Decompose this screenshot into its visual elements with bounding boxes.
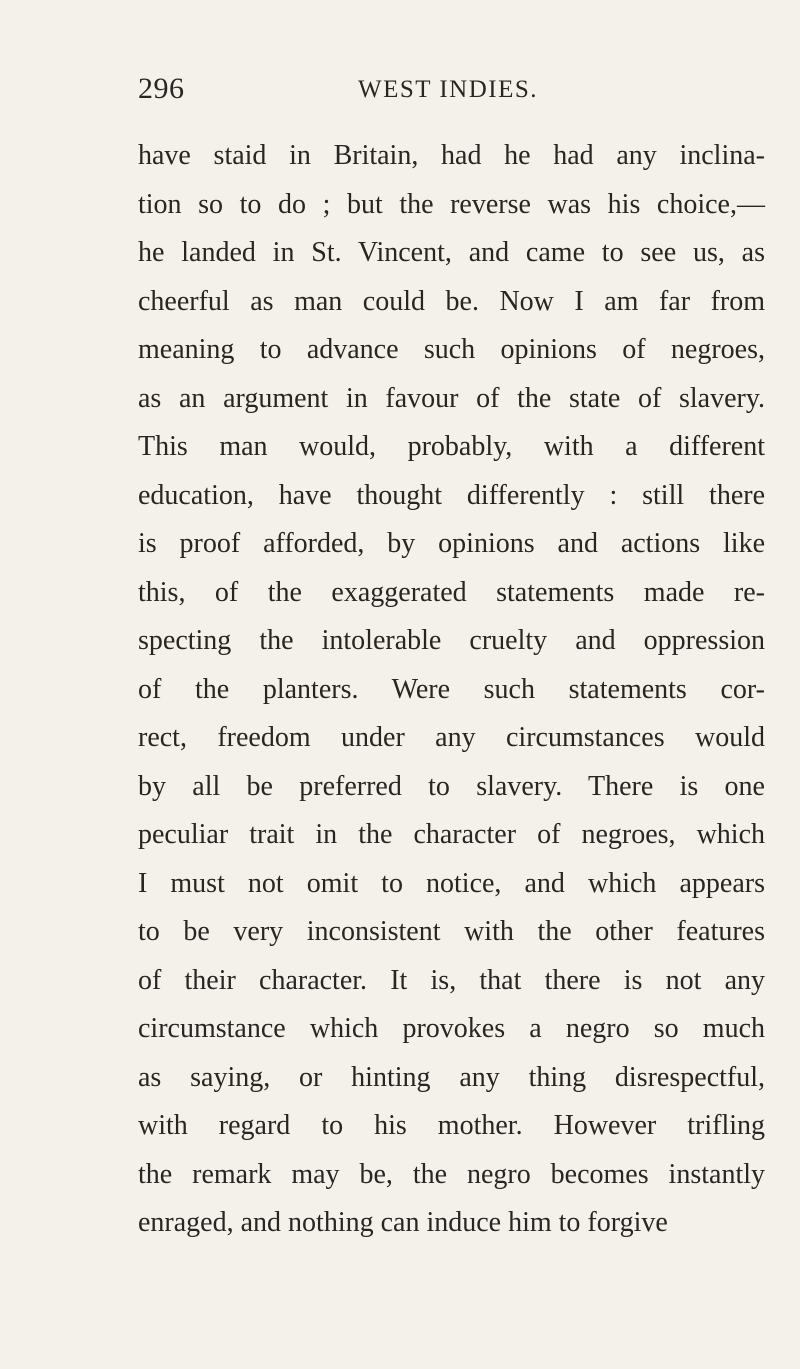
running-title: WEST INDIES. xyxy=(358,76,539,103)
text-line: cheerful as man could be. Now I am far from xyxy=(138,285,765,317)
text-line: this, of the exaggerated statements made re- xyxy=(138,576,765,608)
text-line: I must not omit to notice, and which appears xyxy=(138,867,765,899)
text-line: peculiar trait in the character of negroes, which xyxy=(138,819,765,850)
text-line: as an argument in favour of the state of slavery. xyxy=(138,382,765,414)
text-line: have staid in Britain, had he had any inclina- xyxy=(138,140,765,171)
text-line: to be very inconsistent with the other features xyxy=(138,916,765,947)
text-line: is proof afforded, by opinions and actions like xyxy=(138,528,765,559)
text-line: he landed in St. Vincent, and came to see us, as xyxy=(138,237,765,268)
text-line: tion so to do ; but the reverse was his choice,— xyxy=(138,188,765,220)
page-number: 296 xyxy=(138,72,185,105)
text-line: the remark may be, the negro becomes instantly xyxy=(138,1158,765,1190)
text-line: of the planters. Were such statements cor- xyxy=(138,673,765,705)
text-line: by all be preferred to slavery. There is one xyxy=(138,770,765,802)
body-text xyxy=(138,132,765,1248)
text-line: circumstance which provokes a negro so much xyxy=(138,1013,765,1044)
text-line: This man would, probably, with a different xyxy=(138,431,765,462)
text-line: specting the intolerable cruelty and oppression xyxy=(138,625,765,656)
text-line: as saying, or hinting any thing disrespectful, xyxy=(138,1061,765,1093)
running-head xyxy=(138,72,765,112)
text-line: meaning to advance such opinions of negroes, xyxy=(138,334,765,365)
text-line: rect, freedom under any circumstances would xyxy=(138,722,765,753)
text-line: enraged, and nothing can induce him to forgive xyxy=(138,1207,668,1238)
text-line: education, have thought differently : still there xyxy=(138,479,765,511)
text-line: with regard to his mother. However trifling xyxy=(138,1110,765,1141)
text-line: of their character. It is, that there is not any xyxy=(138,964,765,996)
